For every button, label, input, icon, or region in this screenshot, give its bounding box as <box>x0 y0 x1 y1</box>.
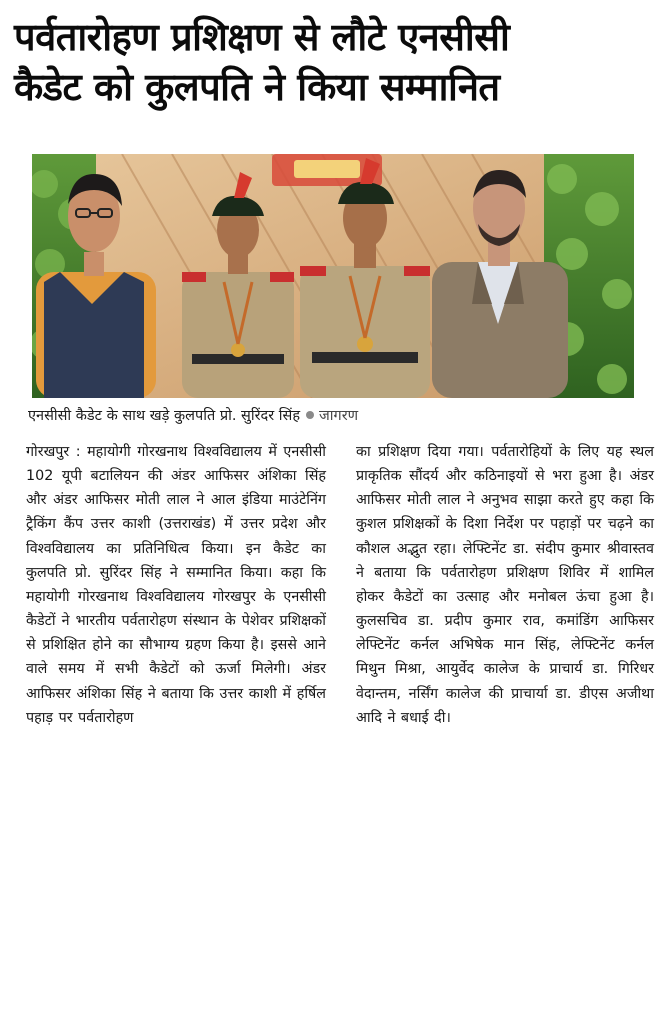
headline-line-2: कैडेट को कुलपति ने किया सम्मानित <box>14 65 500 109</box>
article-column-right <box>356 440 654 730</box>
headline <box>14 12 654 112</box>
headline-line-1: पर्वतारोहण प्रशिक्षण से लौटे एनसीसी <box>14 15 510 59</box>
article-column-left <box>26 440 326 730</box>
photo-credit: जागरण <box>319 408 359 424</box>
news-photo-illustration <box>32 154 634 398</box>
news-photo <box>32 154 634 398</box>
photo-caption <box>28 405 648 427</box>
article-paragraph-right: का प्रशिक्षण दिया गया। पर्वतारोहियों के लिए यह स्थल प्राकृतिक सौंदर्य और कठिनाइयों से भरा हुआ है। अंडर आफिसर मोती लाल ने अनुभव साझा करते हुए कहा कि कुशल प्रशिक्षकों के दिशा निर्देश पर पहाड़ों पर चढ़ने का कौशल अद्भुत रहा। लेफ्टिनेंट डा. संदीप कुमार श्रीवास्तव ने बताया कि पर्वतारोहण प्रशिक्षण शिविर में शामिल होकर कैडेटों का उत्साह और मनोबल ऊंचा हुआ है। कुलसचिव डा. प्रदीप कुमार राव, कमांडिंग आफिसर लेफ्टिनेंट कर्नल अभिषेक मान सिंह, लेफ्टिनेंट कर्नल मिथुन मिश्रा, आयुर्वेद कालेज के प्राचार्य डा. गिरिधर वेदान्तम, नर्सिंग कालेज की प्राचार्या डा. डीएस अजीथा आदि ने बधाई दी। <box>356 444 654 726</box>
photo-caption-text: एनसीसी कैडेट के साथ खड़े कुलपति प्रो. सुरिंदर सिंह <box>28 408 301 424</box>
article-paragraph-left: गोरखपुर : महायोगी गोरखनाथ विश्वविद्यालय में एनसीसी 102 यूपी बटालियन की अंडर आफिसर अंशिका सिंह और अंडर आफिसर मोती लाल ने आल इंडिया माउंटेनिंग ट्रैकिंग कैंप उत्तर काशी (उत्तराखंड) में उत्तर प्रदेश और विश्वविद्यालय का प्रतिनिधित्व किया। इन कैडेट का कुलपति प्रो. सुरिंदर सिंह ने सम्मानित किया। कहा कि महायोगी गोरखनाथ विश्वविद्यालय गोरखपुर के एनसीसी कैडेटों ने भारतीय पर्वतारोहण संस्थान के पेशेवर प्रशिक्षकों से प्रशिक्षित होने का सौभाग्य ग्रहण किया है। इससे आने वाले समय में सभी कैडेटों को ऊर्जा मिलेगी। अंडर आफिसर अंशिका सिंह ने बताया कि उत्तर काशी में हर्षिल पहाड़ पर पर्वतारोहण <box>26 444 326 726</box>
caption-dot-icon <box>306 411 314 419</box>
